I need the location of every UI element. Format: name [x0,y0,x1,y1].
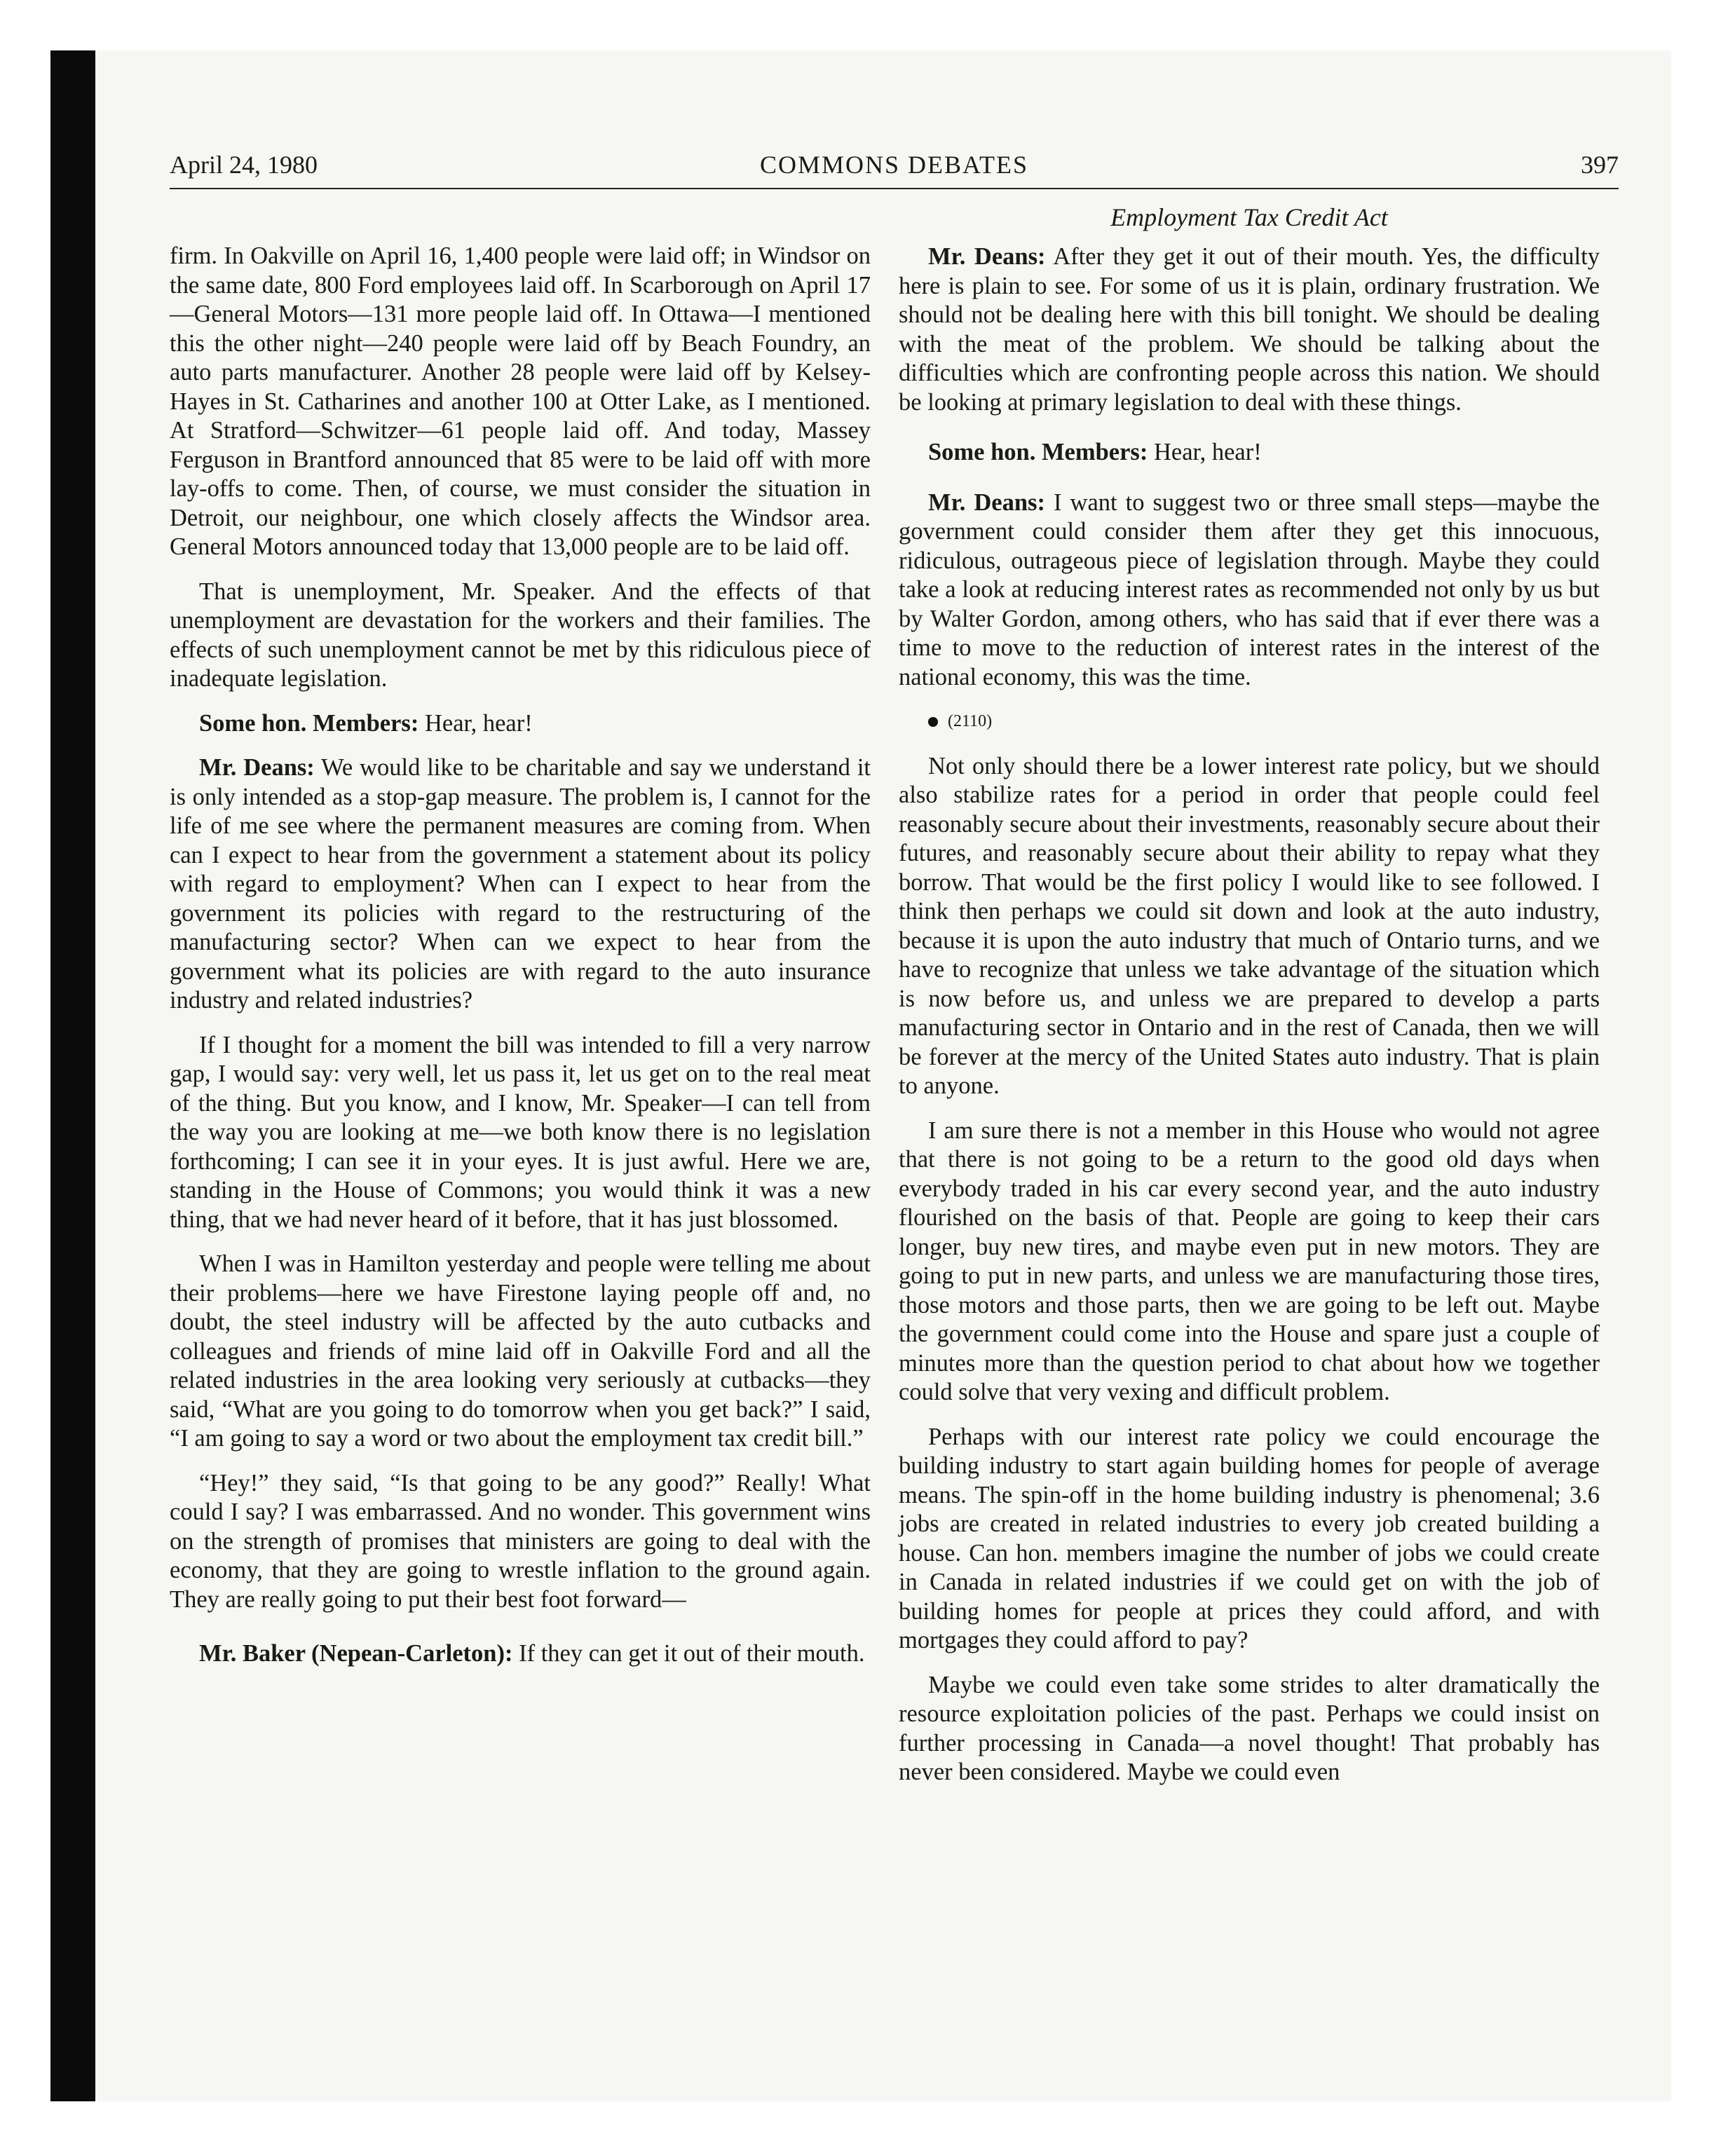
header-date: April 24, 1980 [170,151,318,179]
scan-edge-bar [50,50,95,2101]
paragraph: That is unemployment, Mr. Speaker. And the effects of that unemployment are devastation for the workers and their families. The effects of such unemployment cannot be met by this ridiculous piece of inadequate legislation. [170,578,871,692]
section-heading: Employment Tax Credit Act [1110,203,1388,231]
speech-paragraph [899,243,1600,417]
paragraph: “Hey!” they said, “Is that going to be any good?” Really! What could I say? I was embarrassed. And no wonder. This government wins on the strength of promises that ministers are going to deal with the economy, that they are going to wrestle inflation to the ground again. They are really going to put their best foot forward— [170,1469,871,1613]
paragraph: When I was in Hamilton yesterday and people were telling me about their problems—here we have Firestone laying people off and, no doubt, the steel industry will be affected by the auto cutbacks and colleagues and friends of mine laid off in Oakville Ford and all the related industries in the area looking very seriously at cutbacks—they said, “What are you going to do tomorrow when you get back?” I said, “I am going to say a word or two about the employment tax credit bill.” [170,1250,871,1452]
paragraph: firm. In Oakville on April 16, 1,400 people were laid off; in Windsor on the same date, 800 Ford employees laid off. In Scarborough on April 17—General Motors—131 more people laid off. In Ottawa—I mentioned this the other night—240 people were laid off by Beach Foundry, an auto parts manufacturer. Another 28 people were laid off by Kelsey-Hayes in St. Catharines and another 100 at Otter Lake, as I mentioned. At Stratford—Schwitzer—61 people laid off. And today, Massey Ferguson in Brantford announced that 85 were to be laid off with more lay-offs to come. Then, of course, we must consider the situation in Detroit, our neighbour, one which closely affects the Windsor area. General Motors announced today that 13,000 people are to be laid off. [170,243,871,560]
page-number: 397 [1581,151,1619,179]
speech-text: If they can get it out of their mouth. [519,1640,865,1667]
speech-text: After they get it out of their mouth. Yes, the difficulty here is plain to see. For some of us it is plain, ordinary frustration. We should not be dealing here with this bill tonight. We should be dealing with the meat of the problem. We should be talking about the difficulties which are confronting people across this nation. We should be looking at primary legislation to deal with these things. [899,243,1600,416]
left-column [170,242,871,1684]
paragraph: Not only should there be a lower interest rate policy, but we should also stabilize rates for a period in order that people could feel reasonably secure about their investments, reasonably secure about their futures, and reasonably secure about their ability to repay what they borrow. That would be the first policy I would like to see followed. I think then perhaps we could sit down and look at the auto industry, because it is upon the auto industry that much of Ontario turns, and we have to recognize that unless we take advantage of the situation which is now before us, and unless we are prepared to develop a parts manufacturing sector in Ontario and in the rest of Canada, then we will be forever at the mercy of the United States auto industry. That is plain to anyone. [899,752,1600,1099]
speaker-name: Mr. Deans: [199,754,315,781]
speech-paragraph [170,1639,871,1669]
bullet-icon [928,717,938,727]
speech-paragraph [899,489,1600,692]
paragraph: If I thought for a moment the bill was intended to fill a very narrow gap, I would say: very well, let us pass it, let us get on to the real meat of the thing. But you know, and I know, Mr. Speaker—I can tell from the way you are looking at me—we both know there is no legislation forthcoming; I can see it in your eyes. It is just awful. Here we are, standing in the House of Commons; you would think it was a new thing, that we had never heard of it before, that it has just blossomed. [170,1031,871,1233]
time-marker-text: (2110) [948,712,993,730]
paragraph: I am sure there is not a member in this House who would not agree that there is not going to be a return to the good old days when everybody traded in his car every second year, and the auto industry flourished on the basis of that. People are going to keep their cars longer, buy new tires, and maybe even put in new motors. They are going to put in new parts, and unless we are manufacturing those tires, those motors and those parts, then we are going to be left out. Maybe the government could come into the House and spare just a couple of minutes more than the question period to chat about how we together could solve that very vexing and difficult problem. [899,1117,1600,1405]
speaker-name: Mr. Baker (Nepean-Carleton): [199,1640,513,1667]
right-column [899,202,1600,1803]
page-header [170,146,1619,189]
speaker-name: Some hon. Members: [928,439,1148,465]
interjection [899,438,1600,468]
paragraph: Perhaps with our interest rate policy we could encourage the building industry to start again building homes for people of average means. The spin-off in the home building industry is phenomenal; 3.6 jobs are created in related industries to every job created building a house. Can hon. members imagine the number of jobs we could create in Canada in related industries if we could get on with the job of building homes for people at prices they could afford, and with mortgages they could afford to pay? [899,1423,1600,1653]
paragraph: Maybe we could even take some strides to alter dramatically the resource exploitation policies of the past. Perhaps we could insist on further processing in Canada—a novel thought! That probably has never been considered. Maybe we could even [899,1671,1600,1785]
speech-text: We would like to be charitable and say we understand it is only intended as a stop-gap measure. The problem is, I cannot for the life of me see where the permanent measures are coming from. When can I expect to hear from the government a statement about its policy with regard to employment? When can I expect to hear from the government its policies with regard to the restructuring of the manufacturing sector? When can we expect to hear from the government what its policies are with regard to the auto insurance industry and related industries? [170,754,871,1014]
speech-text: I want to suggest two or three small steps—maybe the government could consider them after they get this innocuous, ridiculous, outrageous piece of legislation through. Maybe they could take a look at reducing interest rates as recommended not only by us but by Walter Gordon, among others, who has said that if ever there was a time to move to the reduction of interest rates in the interest of the national economy, this was the time. [899,489,1600,690]
speaker-name: Some hon. Members: [199,709,419,737]
interjection-text: Hear, hear! [1153,439,1262,465]
speech-paragraph [170,753,871,1016]
interjection-text: Hear, hear! [424,709,533,737]
header-title: COMMONS DEBATES [759,151,1029,179]
speaker-name: Mr. Deans: [928,243,1046,270]
time-marker [899,707,1600,737]
speaker-name: Mr. Deans: [928,489,1045,516]
interjection [170,709,871,739]
